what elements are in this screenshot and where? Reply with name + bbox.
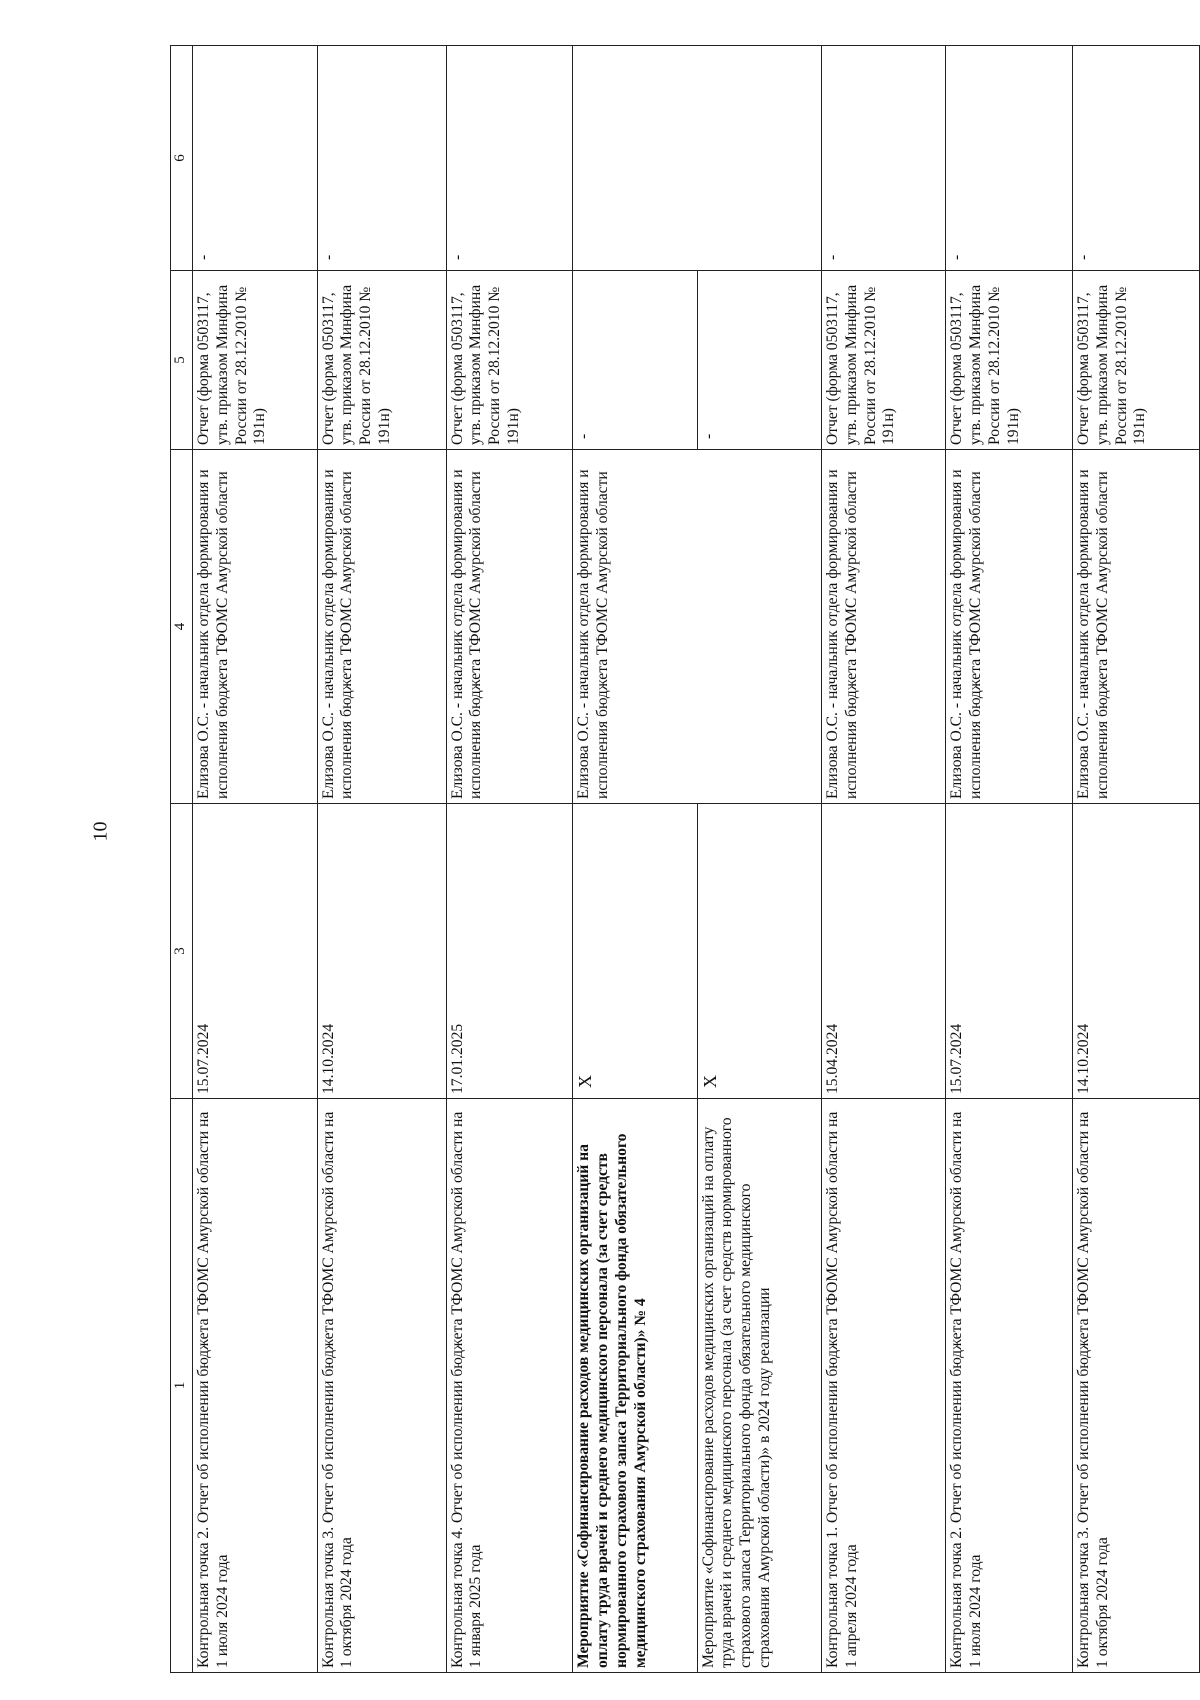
- cell-responsible: Елизова О.С. - начальник отдела формирования и исполнения бюджета ТФОМС Амурской области: [446, 450, 573, 804]
- cell-col-6: -: [193, 46, 317, 271]
- cell-document: Отчет (форма 0503117, утв. приказом Минфина России от 28.12.2010 № 191н): [1073, 271, 1200, 450]
- header-col-4: 4: [171, 450, 193, 804]
- cell-responsible: Елизова О.С. - начальник отдела формирования и исполнения бюджета ТФОМС Амурской области: [193, 450, 317, 804]
- cell-document: Отчет (форма 0503117, утв. приказом Минфина России от 28.12.2010 № 191н): [822, 271, 946, 450]
- cell-date: 15.04.2024: [822, 804, 946, 1099]
- cell-date: 15.07.2024: [946, 804, 1073, 1099]
- cell-document: Отчет (форма 0503117, утв. приказом Минфина России от 28.12.2010 № 191н): [446, 271, 573, 450]
- cell-date: 17.01.2025: [446, 804, 573, 1099]
- header-col-5: 5: [171, 271, 193, 450]
- cell-description: Контрольная точка 2. Отчет об исполнении бюджета ТФОМС Амурской области на 1 июля 2024 года: [946, 1099, 1073, 1673]
- header-col-3: 3: [171, 804, 193, 1099]
- cell-description: Контрольная точка 2. Отчет об исполнении бюджета ТФОМС Амурской области на 1 июля 2024 года: [193, 1099, 317, 1673]
- cell-document: -: [573, 271, 697, 450]
- header-col-1: 1: [171, 1099, 193, 1673]
- table-row: [573, 46, 697, 1673]
- cell-responsible: Елизова О.С. - начальник отдела формирования и исполнения бюджета ТФОМС Амурской области: [1073, 450, 1200, 804]
- cell-date: X: [573, 804, 697, 1099]
- cell-description: Контрольная точка 3. Отчет об исполнении бюджета ТФОМС Амурской области на 1 октября 2024 года: [317, 1099, 446, 1673]
- header-col-6: 6: [171, 46, 193, 271]
- plan-table-container: [170, 45, 1200, 1673]
- cell-col-6: -: [822, 46, 946, 271]
- cell-responsible: Елизова О.С. - начальник отдела формирования и исполнения бюджета ТФОМС Амурской области: [822, 450, 946, 804]
- page-number: 10: [89, 821, 112, 842]
- cell-description: Мероприятие «Софинансирование расходов медицинских организаций на оплату труда врачей и среднего медицинского персонала (за счет средств нормированного страхового запаса Территориального фонда обязательного медицинского страхования Амурской области)» в 2024 году реализации: [697, 1099, 821, 1673]
- cell-col-6: -: [946, 46, 1073, 271]
- cell-col-6: -: [1073, 46, 1200, 271]
- cell-document: Отчет (форма 0503117, утв. приказом Минфина России от 28.12.2010 № 191н): [317, 271, 446, 450]
- cell-description: Мероприятие «Софинансирование расходов медицинских организаций на оплату труда врачей и среднего медицинского персонала (за счет средств нормированного страхового запаса Территориального фонда обязательного медицинского страхования Амурской области)» № 4: [573, 1099, 697, 1673]
- cell-description: Контрольная точка 1. Отчет об исполнении бюджета ТФОМС Амурской области на 1 апреля 2024 года: [822, 1099, 946, 1673]
- cell-document: -: [697, 271, 821, 450]
- cell-col-6: -: [446, 46, 573, 271]
- table-row: [946, 46, 1073, 1673]
- cell-date: 15.07.2024: [193, 804, 317, 1099]
- cell-col-6: [573, 46, 822, 271]
- cell-document: Отчет (форма 0503117, утв. приказом Минфина России от 28.12.2010 № 191н): [946, 271, 1073, 450]
- table-row: [317, 46, 446, 1673]
- cell-description: Контрольная точка 4. Отчет об исполнении бюджета ТФОМС Амурской области на 1 января 2025 года: [446, 1099, 573, 1673]
- cell-responsible: Елизова О.С. - начальник отдела формирования и исполнения бюджета ТФОМС Амурской области: [946, 450, 1073, 804]
- table-row: [697, 46, 821, 1673]
- cell-responsible: Елизова О.С. - начальник отдела формирования и исполнения бюджета ТФОМС Амурской области: [317, 450, 446, 804]
- plan-table: [170, 45, 1200, 1673]
- cell-date: X: [697, 804, 821, 1099]
- cell-date: 14.10.2024: [317, 804, 446, 1099]
- cell-responsible: Елизова О.С. - начальник отдела формирования и исполнения бюджета ТФОМС Амурской области: [573, 450, 822, 804]
- table-header-row: [171, 46, 193, 1673]
- table-row: [446, 46, 573, 1673]
- cell-col-6: -: [317, 46, 446, 271]
- table-row: [1073, 46, 1200, 1673]
- table-row: [193, 46, 317, 1673]
- table-row: [822, 46, 946, 1673]
- cell-document: Отчет (форма 0503117, утв. приказом Минфина России от 28.12.2010 № 191н): [193, 271, 317, 450]
- cell-description: Контрольная точка 3. Отчет об исполнении бюджета ТФОМС Амурской области на 1 октября 2024 года: [1073, 1099, 1200, 1673]
- cell-date: 14.10.2024: [1073, 804, 1200, 1099]
